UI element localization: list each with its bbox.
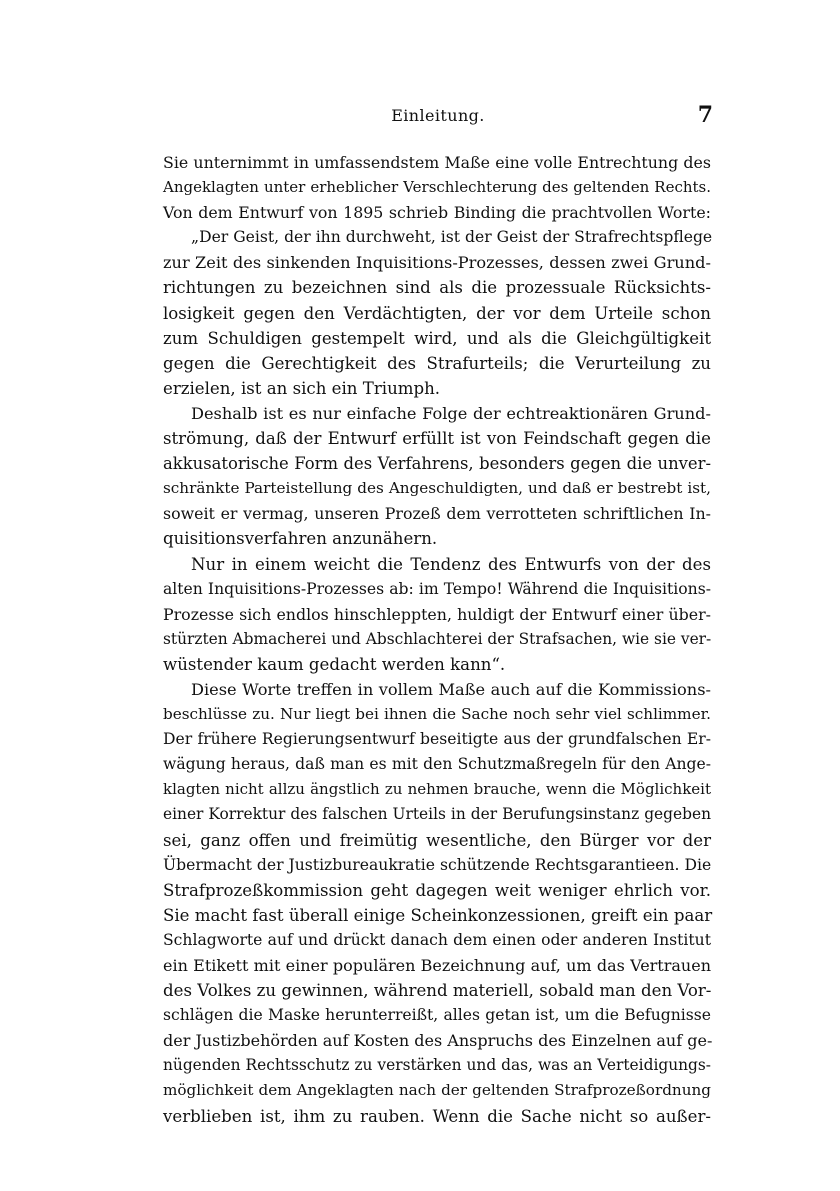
text-line: losigkeit gegen den Verdächtigten, der vor dem Urteile schon <box>163 303 711 323</box>
text-line: Von dem Entwurf von 1895 schrieb Binding die prachtvollen Worte: <box>163 203 711 223</box>
text-line: soweit er vermag, unseren Prozeß dem verrotteten schriftlichen In- <box>163 504 711 524</box>
text-line: Prozesse sich endlos hinschleppten, huldigt der Entwurf einer über- <box>163 604 711 624</box>
text-line: des Volkes zu gewinnen, während materiell, sobald man den Vor- <box>163 981 712 1001</box>
body-text <box>163 150 711 1129</box>
text-line: akkusatorische Form des Verfahrens, besonders gegen die unver- <box>163 454 711 474</box>
text-line: stürzten Abmacherei und Abschlachterei der Strafsachen, wie sie ver- <box>163 629 712 648</box>
running-title: Einleitung. <box>391 106 485 125</box>
text-line: einer Korrektur des falschen Urteils in der Berufungsinstanz gegeben <box>163 805 711 824</box>
text-line: schränkte Parteistellung des Angeschuldigten, und daß er bestrebt ist, <box>163 479 711 498</box>
text-line: erzielen, ist an sich ein Triumph. <box>163 378 441 398</box>
text-line: Diese Worte treffen in vollem Maße auch auf die Kommissions- <box>191 679 711 699</box>
text-line: gegen die Gerechtigkeit des Strafurteils; die Verurteilung zu <box>163 353 711 373</box>
text-line: verblieben ist, ihm zu rauben. Wenn die Sache nicht so außer- <box>163 1106 711 1126</box>
text-line: Übermacht der Justizbureaukratie schützende Rechtsgarantieen. Die <box>163 855 712 874</box>
text-line: der Justizbehörden auf Kosten des Anspruchs des Einzelnen auf ge- <box>163 1031 713 1051</box>
text-line: sei, ganz offen und freimütig wesentliche, den Bürger vor der <box>163 830 711 850</box>
text-line: Der frühere Regierungsentwurf beseitigte aus der grundfalschen Er- <box>163 730 711 749</box>
text-line: strömung, daß der Entwurf erfüllt ist von Feindschaft gegen die <box>163 429 711 449</box>
text-line: alten Inquisitions-Prozesses ab: im Tempo! Während die Inquisitions- <box>163 579 711 598</box>
text-line: wüstender kaum gedacht werden kann“. <box>163 654 506 674</box>
text-line: klagten nicht allzu ängstlich zu nehmen brauche, wenn die Möglichkeit <box>163 780 711 799</box>
text-line: Nur in einem weicht die Tendenz des Entwurfs von der des <box>191 554 711 574</box>
text-line: schlägen die Maske herunterreißt, alles getan ist, um die Befugnisse <box>163 1006 711 1025</box>
page-number: 7 <box>697 102 713 128</box>
text-line: Sie macht fast überall einige Scheinkonzessionen, greift ein paar <box>163 905 713 925</box>
text-line: Deshalb ist es nur einfache Folge der echtreaktionären Grund- <box>191 403 711 423</box>
text-line: Schlagworte auf und drückt danach dem einen oder anderen Institut <box>163 930 711 949</box>
text-line: beschlüsse zu. Nur liegt bei ihnen die Sache noch sehr viel schlimmer. <box>163 705 711 724</box>
text-line: Angeklagten unter erheblicher Verschlechterung des geltenden Rechts. <box>163 178 711 197</box>
text-line: zum Schuldigen gestempelt wird, und als die Gleichgültigkeit <box>163 328 711 348</box>
text-line: „Der Geist, der ihn durchweht, ist der Geist der Strafrechtspflege <box>191 228 713 247</box>
text-line: möglichkeit dem Angeklagten nach der geltenden Strafprozeßordnung <box>163 1081 711 1100</box>
text-line: Strafprozeßkommission geht dagegen weit weniger ehrlich vor. <box>163 880 711 900</box>
text-line: richtungen zu bezeichnen sind als die prozessuale Rücksichts- <box>163 278 711 298</box>
text-line: zur Zeit des sinkenden Inquisitions-Prozesses, dessen zwei Grund- <box>163 253 711 273</box>
text-line: Sie unternimmt in umfassendstem Maße eine volle Entrechtung des <box>163 153 711 172</box>
text-line: ein Etikett mit einer populären Bezeichnung auf, um das Vertrauen <box>163 956 711 975</box>
text-line: wägung heraus, daß man es mit den Schutzmaßregeln für den Ange- <box>163 755 711 774</box>
text-line: nügenden Rechtsschutz zu verstärken und das, was an Verteidigungs- <box>163 1056 711 1075</box>
running-head <box>163 102 713 134</box>
text-line: quisitionsverfahren anzunähern. <box>163 529 438 549</box>
